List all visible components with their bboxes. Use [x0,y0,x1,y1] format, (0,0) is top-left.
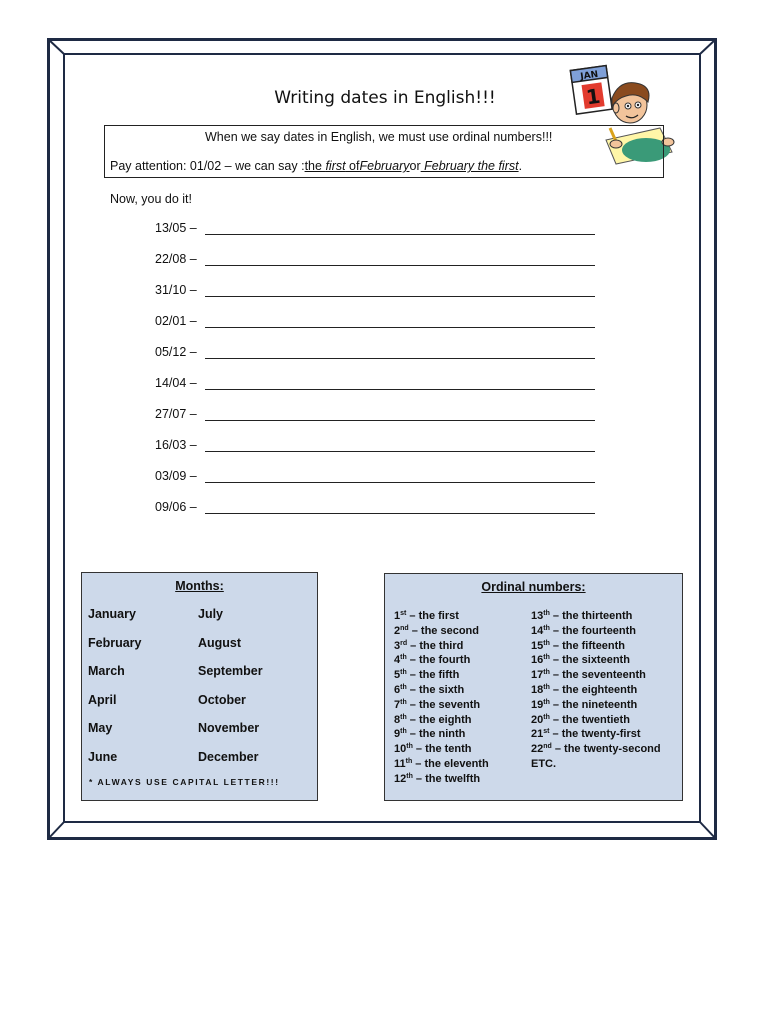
ordinal-number: 7 [394,698,401,711]
month-name: July [198,607,224,621]
instructions-box [104,125,664,178]
ordinal-word: – the fifth [406,669,460,682]
month-row [88,750,308,779]
month-name: September [198,664,263,678]
ordinal-item [394,640,489,655]
ordinal-item [531,640,661,655]
ordinal-item [394,714,489,729]
ordinal-word: – the fourteenth [549,624,637,637]
ordinal-suffix: th [543,610,550,617]
ordinal-number: 4 [394,654,401,667]
month-name: November [198,721,260,735]
date-row [155,252,595,283]
answer-line[interactable] [205,407,595,421]
ordinal-suffix: nd [400,624,409,632]
ordinal-suffix: th [400,683,407,691]
page-title: Writing dates in English!!! [274,88,496,108]
ordinal-item [394,758,489,773]
ordinal-item [394,728,489,743]
date-row [155,438,595,469]
ordinal-number: 12 [394,772,407,785]
ordinal-item [394,669,489,684]
ordinal-word: – the eighteenth [549,683,638,696]
ordinal-word: – the twenty-second [551,743,661,756]
ordinal-number: 10 [394,743,407,756]
ordinal-item [531,743,661,758]
ordinal-suffix: th [543,639,550,647]
ordinal-number: 11 [394,757,406,770]
ordinal-suffix: th [543,683,550,691]
ordinal-word: – the fifteenth [549,639,626,652]
ordinals-column-left [394,610,489,788]
date-label: 03/09 – [155,469,197,483]
ordinal-word: – the second [408,624,479,637]
ordinal-word: – the twenty-first [549,728,641,741]
ordinal-item [531,654,661,669]
answer-line[interactable] [205,500,595,514]
answer-line[interactable] [205,345,595,359]
ordinal-word: – the seventeenth [549,669,646,682]
ordinal-item [531,699,661,714]
ordinal-suffix: th [400,713,407,721]
month-row [88,664,308,693]
ordinal-number: 3 [394,639,401,652]
ordinal-number: 21 [531,728,544,741]
ordinal-item [531,610,661,625]
month-name: January [88,607,136,621]
month-row [88,693,308,722]
ordinal-number: 13 [531,610,544,622]
ordinal-numbers-box [384,573,683,801]
month-row [88,607,308,636]
ordinal-item [394,625,489,640]
ordinal-word: – the sixth [406,683,465,696]
exercise-prompt: Now, you do it! [110,192,192,206]
ordinal-item [394,684,489,699]
ordinal-suffix: th [406,743,413,751]
ordinal-suffix: st [543,728,550,736]
ordinal-word: – the first [406,610,459,622]
instructions-line-2 [110,159,522,173]
month-name: October [198,692,246,707]
ordinal-word: ETC. [531,757,557,770]
example-or: or [409,159,421,173]
date-exercise-list [155,221,595,531]
month-name: December [198,749,259,764]
ordinals-title: Ordinal numbers: [481,580,586,594]
ordinal-suffix: th [543,669,550,677]
capital-letter-note: * ALWAYS USE CAPITAL LETTER!!! [89,777,280,787]
answer-line[interactable] [205,314,595,328]
month-name: June [88,749,118,764]
answer-line[interactable] [205,469,595,483]
ordinal-item [531,714,661,729]
date-label: 22/08 – [155,252,197,266]
answer-line[interactable] [205,252,595,266]
ordinal-word: – the third [407,639,464,652]
example-part: February [359,159,410,173]
date-label: 31/10 – [155,283,197,297]
ordinal-suffix: nd [543,743,552,751]
ordinal-suffix: rd [400,639,408,647]
ordinal-word: – the eleventh [412,757,489,770]
answer-line[interactable] [205,221,595,235]
ordinal-number: 15 [531,639,544,652]
ordinal-number: 16 [531,654,544,667]
months-grid [88,607,308,778]
ordinal-number: 2 [394,624,401,637]
ordinal-number: 8 [394,713,401,726]
ordinal-word: – the eighth [406,713,472,726]
example-end: . [518,159,523,173]
ordinal-suffix: th [400,698,407,706]
example-part: the [304,159,326,173]
answer-line[interactable] [205,438,595,452]
months-box [81,572,318,801]
ordinal-suffix: th [400,728,407,736]
ordinal-number: 9 [394,728,401,741]
ordinal-suffix: th [543,713,550,721]
date-label: 05/12 – [155,345,197,359]
ordinal-word: – the twentieth [549,713,630,726]
date-row [155,376,595,407]
ordinal-word: – the sixteenth [549,654,630,667]
date-label: 09/06 – [155,500,197,514]
ordinal-suffix: th [543,698,550,706]
answer-line[interactable] [205,283,595,297]
months-title: Months: [175,579,224,593]
date-label: 02/01 – [155,314,197,328]
instructions-line-1: When we say dates in English, we must use ordinal numbers!!! [205,130,553,144]
month-name: March [88,664,125,678]
ordinal-word: – the twelfth [412,772,481,785]
ordinal-suffix: th [543,624,550,632]
ordinal-word: – the thirteenth [549,610,633,622]
ordinal-item [531,625,661,640]
ordinal-number: 1 [394,610,401,622]
example-part: of [345,159,360,173]
ordinal-word: – the nineteenth [549,698,638,711]
ordinal-word: – the fourth [406,654,471,667]
date-label: 14/04 – [155,376,197,390]
ordinal-item [531,728,661,743]
month-name: August [198,635,242,650]
answer-line[interactable] [205,376,595,390]
ordinal-number: 20 [531,713,544,726]
ordinal-number: 22 [531,743,544,756]
date-row [155,407,595,438]
ordinal-suffix: th [406,772,413,780]
ordinals-column-right [531,610,661,773]
month-name: May [88,721,113,735]
month-name: April [88,692,117,707]
date-row [155,500,595,531]
ordinal-suffix: th [543,654,550,662]
ordinal-number: 6 [394,683,401,696]
date-row [155,469,595,500]
ordinal-word: – the ninth [406,728,466,741]
ordinal-word: – the seventh [406,698,481,711]
ordinal-number: 19 [531,698,544,711]
ordinal-number: 17 [531,669,544,682]
ordinal-suffix: th [405,757,413,765]
example-prefix: Pay attention: 01/02 – we can say : [110,159,305,173]
example-part: first [325,159,346,173]
month-row [88,636,308,665]
date-label: 27/07 – [155,407,197,421]
ordinal-number: 18 [531,683,544,696]
ordinal-item [394,654,489,669]
ordinal-item [394,773,489,788]
ordinal-item [531,684,661,699]
calendar-day: 1 [584,83,602,110]
calendar-month: JAN [579,69,599,83]
month-row [88,721,308,750]
ordinal-number: 5 [394,669,401,682]
ordinal-item [531,669,661,684]
date-row [155,314,595,345]
ordinal-suffix: st [400,610,407,617]
example-alt: February the first [420,159,519,173]
ordinal-suffix: th [400,669,407,677]
date-label: 13/05 – [155,221,197,235]
ordinal-item [394,699,489,714]
date-label: 16/03 – [155,438,197,452]
ordinal-item [394,610,489,625]
ordinal-item [394,743,489,758]
ordinal-word: – the tenth [412,743,472,756]
month-name: February [88,635,142,650]
date-row [155,345,595,376]
date-row [155,283,595,314]
ordinal-item [531,758,661,773]
date-row [155,221,595,252]
ordinal-number: 14 [531,624,544,637]
ordinal-suffix: th [400,654,407,662]
